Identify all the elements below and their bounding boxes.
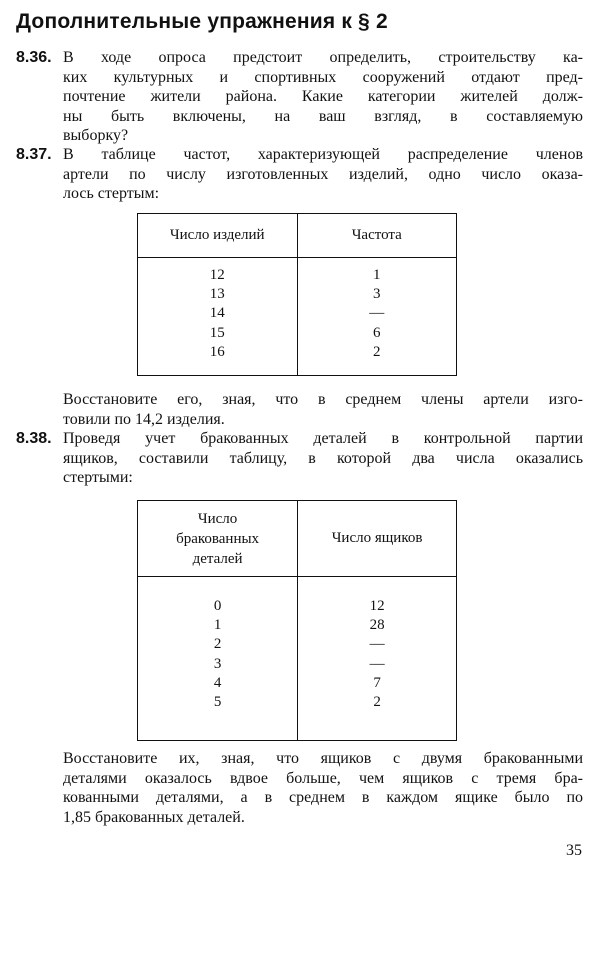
table-header: Частота: [297, 214, 456, 258]
exercise-number: 8.36.: [16, 49, 52, 66]
text-line: В ходе опроса предстоит определить, строительству ка-: [63, 49, 583, 66]
table-cell: 28: [369, 617, 385, 634]
frequency-table-defects: [137, 500, 457, 741]
table-column-values: [297, 258, 456, 376]
table-cell: 7: [373, 674, 381, 691]
text-line: стертыми:: [63, 469, 133, 486]
exercise-text: [63, 145, 583, 204]
table-cell: —: [369, 655, 385, 672]
table-cell: 13: [209, 286, 225, 303]
table-column-values: [298, 577, 457, 741]
table-cell: 1: [213, 617, 222, 634]
exercise-text: [63, 390, 583, 429]
table-cell: 2: [373, 693, 381, 710]
table-cell: 15: [209, 324, 225, 341]
table-cell: 6: [373, 324, 381, 341]
text-line: Восстановите их, зная, что ящиков с двумя бракованными: [63, 750, 583, 767]
table-column-values: [138, 258, 298, 376]
exercise-text: [63, 429, 583, 488]
text-line: деталями оказалось вдвое больше, чем ящиков с тремя бра-: [63, 769, 583, 787]
table-cell: —: [369, 636, 385, 653]
table-cell: 12: [369, 598, 385, 614]
table-cell: 12: [209, 267, 225, 283]
table-cell: 3: [213, 655, 222, 672]
table-cell: —: [369, 305, 385, 322]
table-cell: 5: [213, 693, 222, 710]
exercise-text: [63, 749, 583, 827]
section-title: Дополнительные упражнения к § 2: [16, 10, 388, 33]
table-cell: 16: [209, 343, 225, 360]
text-line: В таблице частот, характеризующей распределение членов: [63, 146, 583, 163]
frequency-table-items: [137, 213, 457, 376]
text-line: Восстановите его, зная, что в среднем члены артели изго-: [63, 391, 583, 408]
text-line: ны быть включены, на ваш взгляд, в составляемую: [63, 107, 583, 125]
table-cell: 2: [373, 343, 381, 360]
text-line: ких культурных и спортивных сооружений отдают пред-: [63, 68, 583, 86]
text-line: выборку?: [63, 127, 129, 144]
text-line: лось стертым:: [63, 185, 160, 202]
table-cell: 14: [209, 305, 225, 322]
table-cell: 4: [213, 674, 222, 691]
table-cell: 3: [373, 286, 381, 303]
table-header: Число изделий: [138, 214, 298, 258]
exercise-number: 8.38.: [16, 430, 52, 447]
text-line: артели по числу изготовленных изделий, одно число оказа-: [63, 165, 583, 183]
exercise-text: [63, 48, 583, 146]
text-line: товили по 14,2 изделия.: [63, 410, 225, 428]
text-line: почтение жители района. Какие категории жителей долж-: [63, 88, 583, 105]
text-line: ящиков, составили таблицу, в которой два числа оказались: [63, 449, 583, 467]
table-header: Число ящиков: [298, 501, 457, 577]
text-line: Проведя учет бракованных деталей в контрольной партии: [63, 430, 583, 447]
text-line: кованными деталями, а в среднем в каждом ящике было по: [63, 789, 583, 806]
table-column-values: [138, 577, 298, 741]
table-cell: 1: [373, 267, 381, 283]
page-number: 35: [566, 842, 582, 859]
table-cell: 2: [213, 636, 222, 653]
text-line: 1,85 бракованных деталей.: [63, 808, 245, 826]
table-cell: 0: [213, 598, 222, 614]
exercise-number: 8.37.: [16, 146, 52, 163]
table-header: Число бракованных деталей: [138, 501, 298, 577]
